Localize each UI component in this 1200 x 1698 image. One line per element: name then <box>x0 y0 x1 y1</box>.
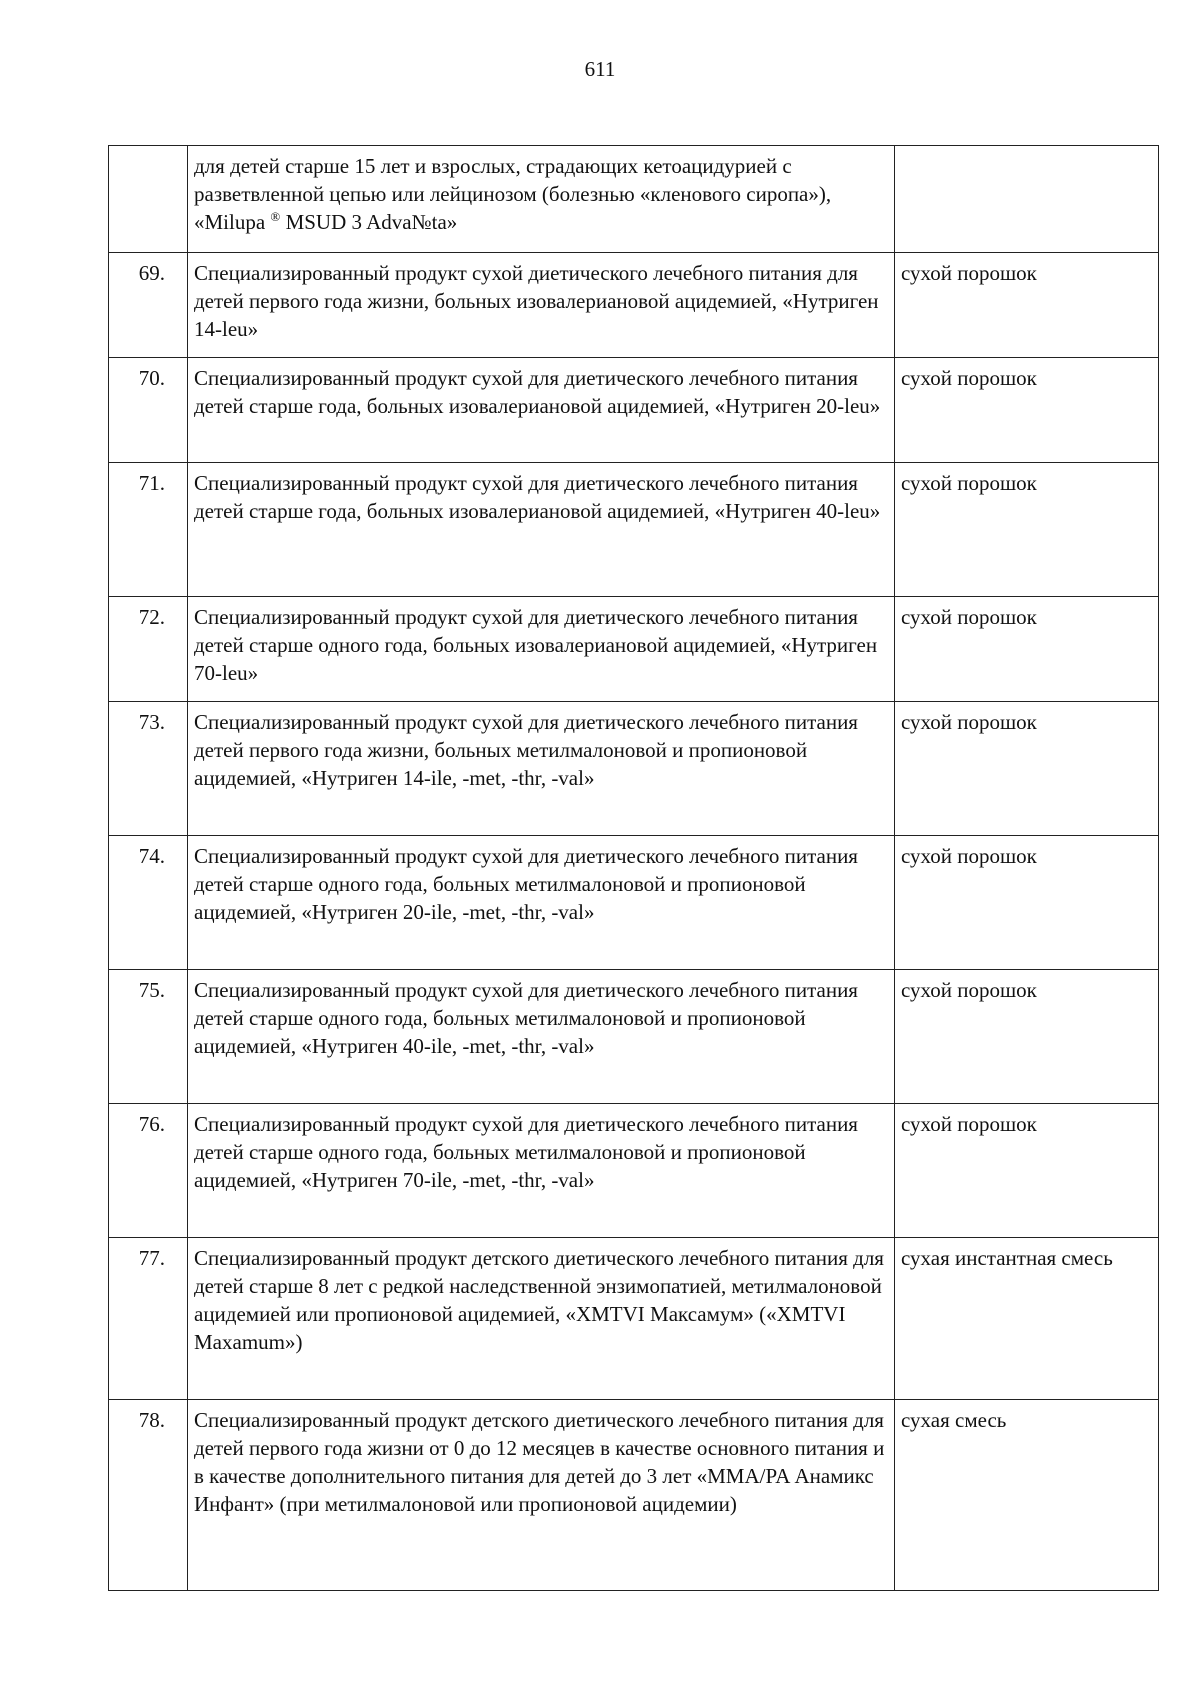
table-row <box>109 597 1159 702</box>
product-form: сухая смесь <box>895 1400 1159 1591</box>
row-number: 75. <box>109 970 188 1104</box>
product-name: Специализированный продукт сухой для диетического лечебного питания детей старше одного года, больных изовалериановой ацидемией, «Нутриген 70-leu» <box>188 597 895 702</box>
table-row <box>109 253 1159 358</box>
product-form: сухой порошок <box>895 1104 1159 1238</box>
row-number: 72. <box>109 597 188 702</box>
table-row <box>109 1238 1159 1400</box>
product-form: сухой порошок <box>895 836 1159 970</box>
product-form: сухой порошок <box>895 970 1159 1104</box>
table-row <box>109 358 1159 463</box>
product-name: Специализированный продукт сухой для диетического лечебного питания детей первого года жизни, больных метилмалоновой и пропионовой ацидемией, «Нутриген 14-ile, -met, -thr, -val» <box>188 702 895 836</box>
table-row <box>109 1400 1159 1591</box>
product-form: сухой порошок <box>895 702 1159 836</box>
product-name: Специализированный продукт сухой диетического лечебного питания для детей первого года жизни, больных изовалериановой ацидемией, «Нутриген 14-leu» <box>188 253 895 358</box>
table-row <box>109 702 1159 836</box>
product-name-part: для детей старше 15 лет и взрослых, страдающих кетоацидурией с разветвленной цепью или лейцинозом (болезнью «кленового сиропа»), «Milupa <box>194 154 832 234</box>
product-name: Специализированный продукт сухой для диетического лечебного питания детей старше года, больных изовалериановой ацидемией, «Нутриген 40-leu» <box>188 463 895 597</box>
product-name: Специализированный продукт сухой для диетического лечебного питания детей старше одного года, больных метилмалоновой и пропионовой ацидемией, «Нутриген 20-ile, -met, -thr, -val» <box>188 836 895 970</box>
product-table <box>108 145 1159 1591</box>
row-number: 71. <box>109 463 188 597</box>
table-row <box>109 463 1159 597</box>
row-number: 70. <box>109 358 188 463</box>
product-name <box>188 146 895 253</box>
product-name: Специализированный продукт сухой для диетического лечебного питания детей старше года, больных изовалериановой ацидемией, «Нутриген 20-leu» <box>188 358 895 463</box>
row-number: 74. <box>109 836 188 970</box>
product-name: Специализированный продукт детского диетического лечебного питания для детей первого года жизни от 0 до 12 месяцев в качестве основного питания и в качестве дополнительного питания для детей до 3 лет «MMA/PA Анамикс Инфант» (при метилмалоновой или пропионовой ацидемии) <box>188 1400 895 1591</box>
row-number: 78. <box>109 1400 188 1591</box>
product-name: Специализированный продукт сухой для диетического лечебного питания детей старше одного года, больных метилмалоновой и пропионовой ацидемией, «Нутриген 70-ile, -met, -thr, -val» <box>188 1104 895 1238</box>
product-name: Специализированный продукт сухой для диетического лечебного питания детей старше одного года, больных метилмалоновой и пропионовой ацидемией, «Нутриген 40-ile, -met, -thr, -val» <box>188 970 895 1104</box>
product-form <box>895 146 1159 253</box>
product-form: сухой порошок <box>895 463 1159 597</box>
product-name: Специализированный продукт детского диетического лечебного питания для детей старше 8 лет с редкой наследственной энзимопатией, метилмалоновой ацидемией или пропионовой ацидемией, «XMTVI Максамум» («XMTVI Maxamum») <box>188 1238 895 1400</box>
product-form: сухой порошок <box>895 358 1159 463</box>
table-row <box>109 836 1159 970</box>
table-row <box>109 1104 1159 1238</box>
row-number: 73. <box>109 702 188 836</box>
page-number: 611 <box>584 57 616 81</box>
row-number: 77. <box>109 1238 188 1400</box>
table-row <box>109 970 1159 1104</box>
product-form: сухой порошок <box>895 597 1159 702</box>
row-number <box>109 146 188 253</box>
product-form: сухая инстантная смесь <box>895 1238 1159 1400</box>
row-number: 76. <box>109 1104 188 1238</box>
product-form: сухой порошок <box>895 253 1159 358</box>
row-number: 69. <box>109 253 188 358</box>
table-row <box>109 146 1159 253</box>
product-name-part: MSUD 3 Advа№ta» <box>280 210 458 234</box>
registered-mark: ® <box>270 209 281 224</box>
